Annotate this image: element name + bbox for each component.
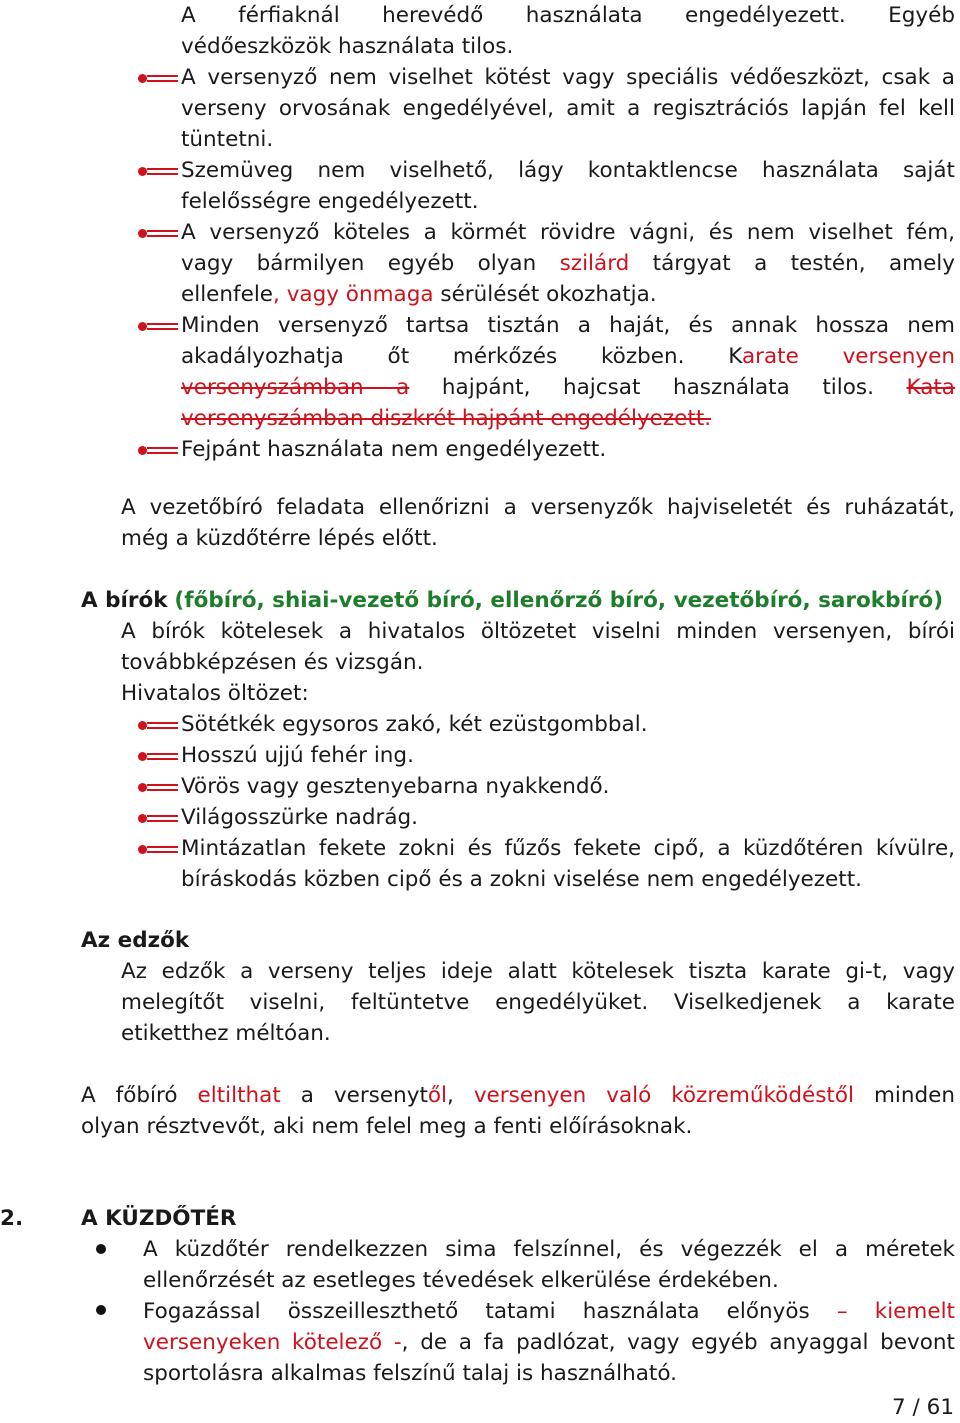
- attire-item: Világosszürke nadrág.: [181, 805, 419, 830]
- attire-item: Vörös vagy gesztenyebarna nyakkendő.: [181, 774, 610, 799]
- nails-rule-line: A versenyző köteles a körmét rövidre vágni, és nem viselhet fém,: [181, 220, 955, 245]
- section-heading: [0, 1203, 955, 1234]
- red-bullet-icon: [138, 802, 178, 833]
- rules-list: [181, 0, 955, 465]
- bandage-rule-line: A versenyző nem viselhet kötést vagy speciális védőeszközt, csak a: [181, 65, 955, 90]
- red-bullet-icon: [138, 833, 178, 864]
- protector-text-line: védőeszközök használata tilos.: [181, 34, 514, 59]
- glasses-rule-line: Szemüveg nem viselhető, lágy kontaktlencse használata saját: [181, 158, 955, 183]
- attire-label: Hivatalos öltözet:: [121, 681, 309, 706]
- hair-rule-line: versenyszámban a hajpánt, hajcsat használata tilos. Kata: [181, 375, 955, 400]
- red-bullet-icon: [138, 62, 178, 93]
- attire-item: bíráskodás közben cipő és a zokni viselése nem engedélyezett.: [181, 867, 862, 892]
- attire-list: [181, 709, 955, 895]
- hair-rule-line: versenyszámban diszkrét hajpánt engedélyezett.: [181, 406, 712, 431]
- floor-requirements-list: A küzdőtér rendelkezzen sima felszínnel, és végezzék el a méretek ellenőrzését az esetleges tévedések elkerülése érdekében. Fogazással összeilleszthető tatami használata előnyös – kiemelt versenyeken kötelező -, de a fa padlózat, vagy egyéb anyaggal bevont sportolásra alkalmas felszínű talaj is használható.: [143, 1237, 955, 1386]
- headband-rule-line: Fejpánt használata nem engedélyezett.: [181, 437, 607, 462]
- bandage-rule-line: tüntetni.: [181, 127, 274, 152]
- red-bullet-icon: [138, 217, 178, 248]
- red-bullet-icon: [138, 310, 178, 341]
- red-bullet-icon: [138, 771, 178, 802]
- red-bullet-icon: [138, 709, 178, 740]
- nails-rule-line: ellenfele, vagy önmaga sérülését okozhatja.: [181, 282, 657, 307]
- attire-item: Hosszú ujjú fehér ing.: [181, 743, 414, 768]
- attire-item: Mintázatlan fekete zokni és fűzős fekete cipő, a küzdőtéren kívülre,: [181, 836, 955, 861]
- section-number: 2.: [0, 1206, 24, 1231]
- protector-text-line: A férfiaknál herevédő használata engedélyezett. Egyéb: [181, 3, 955, 28]
- hair-rule-line: akadályozhatja őt mérkőzés közben. Karate versenyen: [181, 344, 955, 369]
- red-bullet-icon: [138, 740, 178, 771]
- red-bullet-icon: [138, 434, 178, 465]
- coaches-paragraph: Az edzők a verseny teljes ideje alatt kötelesek tiszta karate gi-t, vagy melegítőt viselni, feltüntetve engedélyüket. Viselkedjenek a karate etiketthez méltóan.: [121, 959, 955, 1046]
- attire-item: Sötétkék egysoros zakó, két ezüstgombbal.: [181, 712, 648, 737]
- hair-rule-line: Minden versenyző tartsa tisztán a haját, és annak hossza nem: [181, 313, 955, 338]
- red-bullet-icon: [138, 155, 178, 186]
- bandage-rule-line: verseny orvosának engedélyével, amit a regisztrációs lapján fel kell: [181, 96, 955, 121]
- chief-referee-paragraph: A főbíró eltilthat a versenytől, versenyen való közreműködéstől minden olyan résztvevőt, aki nem felel meg a fenti előírásoknak.: [81, 1083, 955, 1139]
- section-title: A KÜZDŐTÉR: [81, 1206, 237, 1231]
- page-number: 7 / 61: [892, 1395, 954, 1420]
- referee-check-paragraph: A vezetőbíró feladata ellenőrizni a versenyzők hajviseletét és ruházatát, még a küzdőtérre lépés előtt.: [121, 495, 955, 551]
- judges-intro: A bírók kötelesek a hivatalos öltözetet viselni minden versenyen, bírói továbbképzésen és vizsgán. Hivatalos öltözet:: [121, 616, 955, 709]
- judges-heading-roles: (főbíró, shiai-vezető bíró, ellenőrző bíró, vezetőbíró, sarokbíró): [174, 588, 944, 613]
- glasses-rule-line: felelősségre engedélyezett.: [181, 189, 479, 214]
- coaches-heading: Az edzők: [81, 928, 190, 953]
- judges-heading-title: A bírók: [81, 588, 168, 613]
- nails-rule-line: vagy bármilyen egyéb olyan szilárd tárgyat a testén, amely: [181, 251, 955, 276]
- black-bullet-icon: [96, 1305, 106, 1315]
- judges-heading: [81, 585, 955, 616]
- black-bullet-icon: [96, 1244, 106, 1254]
